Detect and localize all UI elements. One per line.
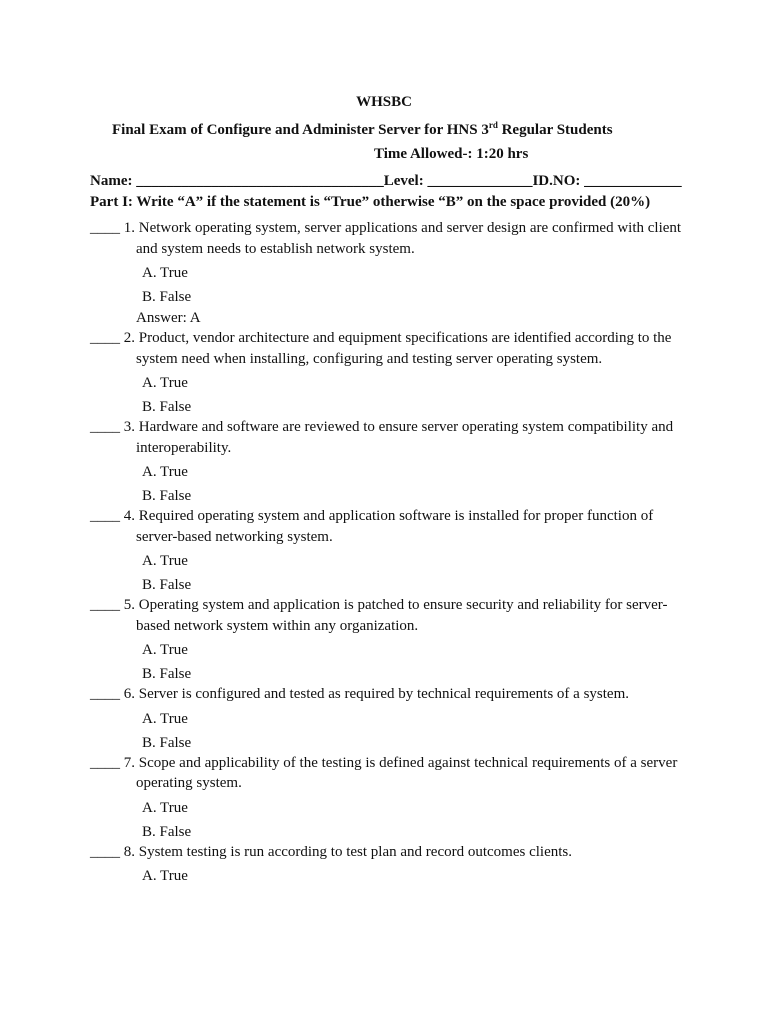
- question-item: [90, 595, 690, 684]
- option-false: B. False: [142, 666, 192, 682]
- option-false: B. False: [142, 289, 192, 305]
- part-one-heading: Part I: Write “A” if the statement is “True” otherwise “B” on the space provided (20%): [90, 194, 651, 210]
- option-true: A. True: [142, 868, 188, 884]
- question-item: [90, 328, 690, 417]
- question-item: [90, 842, 690, 887]
- exam-title: [112, 120, 613, 139]
- question-text: ____ 4. Required operating system and application software is installed for proper function of server-based networking system.: [90, 508, 654, 545]
- question-text: ____ 2. Product, vendor architecture and equipment specifications are identified according to the system need when installing, configuring and testing server operating system.: [90, 330, 672, 367]
- school-name: WHSBC: [356, 94, 412, 110]
- question-text: ____ 7. Scope and applicability of the testing is defined against technical requirements of a server operating system.: [90, 754, 678, 791]
- question-list: [90, 218, 690, 886]
- question-text: ____ 1. Network operating system, server applications and server design are confirmed with client and system needs to establish network system.: [90, 220, 682, 257]
- option-false: B. False: [142, 577, 192, 593]
- exam-title-suffix: Regular Students: [497, 122, 613, 138]
- answer-text: Answer: A: [136, 310, 201, 326]
- question-text: ____ 8. System testing is run according to test plan and record outcomes clients.: [90, 843, 572, 860]
- question-text: ____ 6. Server is configured and tested as required by technical requirements of a system.: [90, 686, 629, 702]
- option-false: B. False: [142, 488, 192, 504]
- question-item: [90, 417, 690, 506]
- option-true: A. True: [142, 375, 188, 391]
- student-info-line: Name: _________________________________Level: ______________ID.NO: _____________: [90, 173, 682, 189]
- time-allowed: Time Allowed-: 1:20 hrs: [374, 146, 529, 162]
- option-true: A. True: [142, 265, 188, 281]
- option-true: A. True: [142, 553, 188, 569]
- question-text: ____ 5. Operating system and application is patched to ensure security and reliability for server-based network system within any organization.: [90, 597, 668, 634]
- option-true: A. True: [142, 464, 188, 480]
- option-false: B. False: [142, 399, 192, 415]
- option-true: A. True: [142, 799, 188, 816]
- option-false: B. False: [142, 734, 192, 751]
- question-item: [90, 753, 690, 842]
- exam-title-superscript: rd: [488, 120, 498, 130]
- question-text: ____ 3. Hardware and software are reviewed to ensure server operating system compatibility and interoperability.: [90, 419, 674, 456]
- question-item: [90, 506, 690, 595]
- option-true: A. True: [142, 642, 188, 658]
- exam-title-prefix: Final Exam of Configure and Administer Server for HNS 3: [112, 122, 489, 138]
- question-item: [90, 684, 690, 753]
- question-item: [90, 218, 690, 328]
- option-true: A. True: [142, 710, 188, 727]
- option-false: B. False: [142, 823, 192, 840]
